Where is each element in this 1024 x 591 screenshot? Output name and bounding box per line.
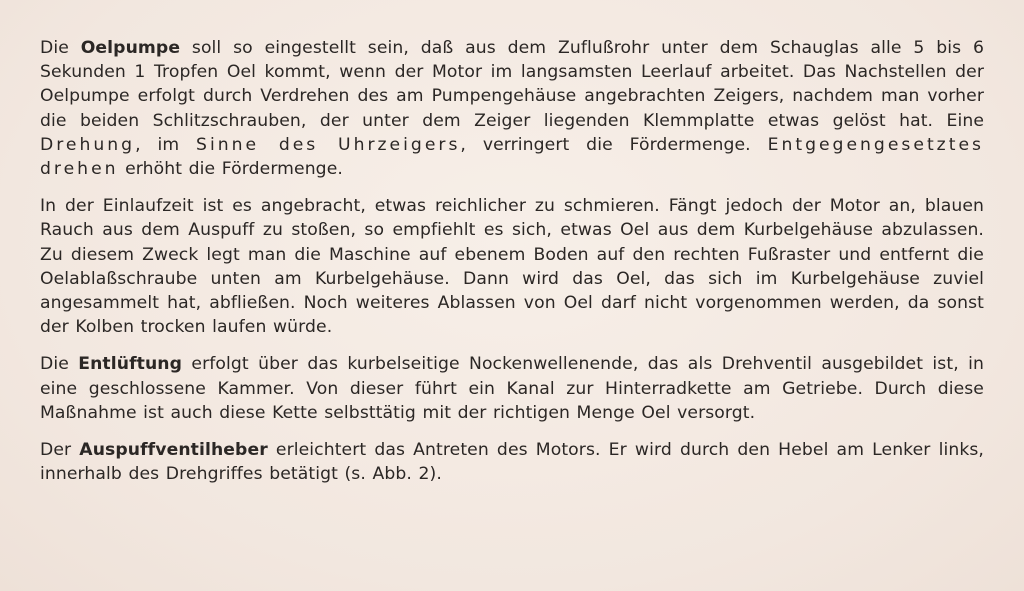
text-segment: erfolgt über das kurbelseitige Nockenwellenende, das als Drehventil ausgebildet ist, in eine geschlossene Kammer. Von dieser führt ein Kanal zur Hinterradkette am Getriebe. Durch diese Maßnahme ist auch diese Kette selbsttätig mit der richtigen Menge Oel versorgt. [40,354,984,423]
text-segment: erhöht die Fördermenge. [118,159,343,180]
text-segment: Der [40,440,80,461]
spaced-term-entgegengesetzt: Entgegengesetztes drehen [40,134,984,180]
text-segment: In der Einlaufzeit ist es angebracht, etwas reichlicher zu schmieren. Fängt jedoch der Motor an, blauen Rauch aus dem Auspuff zu stoßen, so empfiehlt es sich, etwas Oel aus dem Kurbelgehäuse abzulassen. Zu diesem Zweck legt man die Maschine auf ebenem Boden auf den rechten Fußraster und entfernt die Oelablaßschraube unten am Kurbelgehäuse. Dann wird das Oel, das sich im Kurbelgehäuse zuviel angesammelt hat, abfließen. Noch weiteres Ablassen von Oel darf nicht vorgenommen werden, da sonst der Kolben trocken laufen würde. [40,196,984,338]
text-segment: Die [40,354,79,375]
text-segment: , verringert die Fördermenge. [460,134,768,155]
paragraph-entlueftung [40,352,984,425]
document-page [40,36,984,486]
paragraph-oelpumpe [40,36,984,181]
spaced-term-uhrzeigersinn: Sinne des Uhrzeigers [196,134,461,155]
paragraph-einlaufzeit [40,194,984,339]
term-entlueftung: Entlüftung [78,354,183,375]
text-segment: soll so eingestellt sein, daß aus dem Zuflußrohr unter dem Schauglas alle 5 bis 6 Sekunden 1 Tropfen Oel kommt, wenn der Motor im langsamsten Leerlauf arbeitet. Das Nachstellen der Oelpumpe erfolgt durch Verdrehen des am Pumpengehäuse angebrachten Zeigers, nachdem man vorher die beiden Schlitzschrauben, der unter dem Zeiger liegenden Klemmplatte etwas gelöst hat. Eine [40,38,984,131]
paragraph-auspuffventilheber [40,438,984,486]
text-segment: , im [135,134,197,155]
term-oelpumpe: Oelpumpe [80,38,181,58]
term-auspuffventilheber: Auspuffventilheber [79,440,268,461]
spaced-term-drehung: Drehung [40,134,136,155]
text-segment: Die [40,38,81,58]
text-segment: erleichtert das Antreten des Motors. Er wird durch den Hebel am Lenker links, innerhalb des Drehgriffes betätigt (s. Abb. 2). [40,440,984,485]
